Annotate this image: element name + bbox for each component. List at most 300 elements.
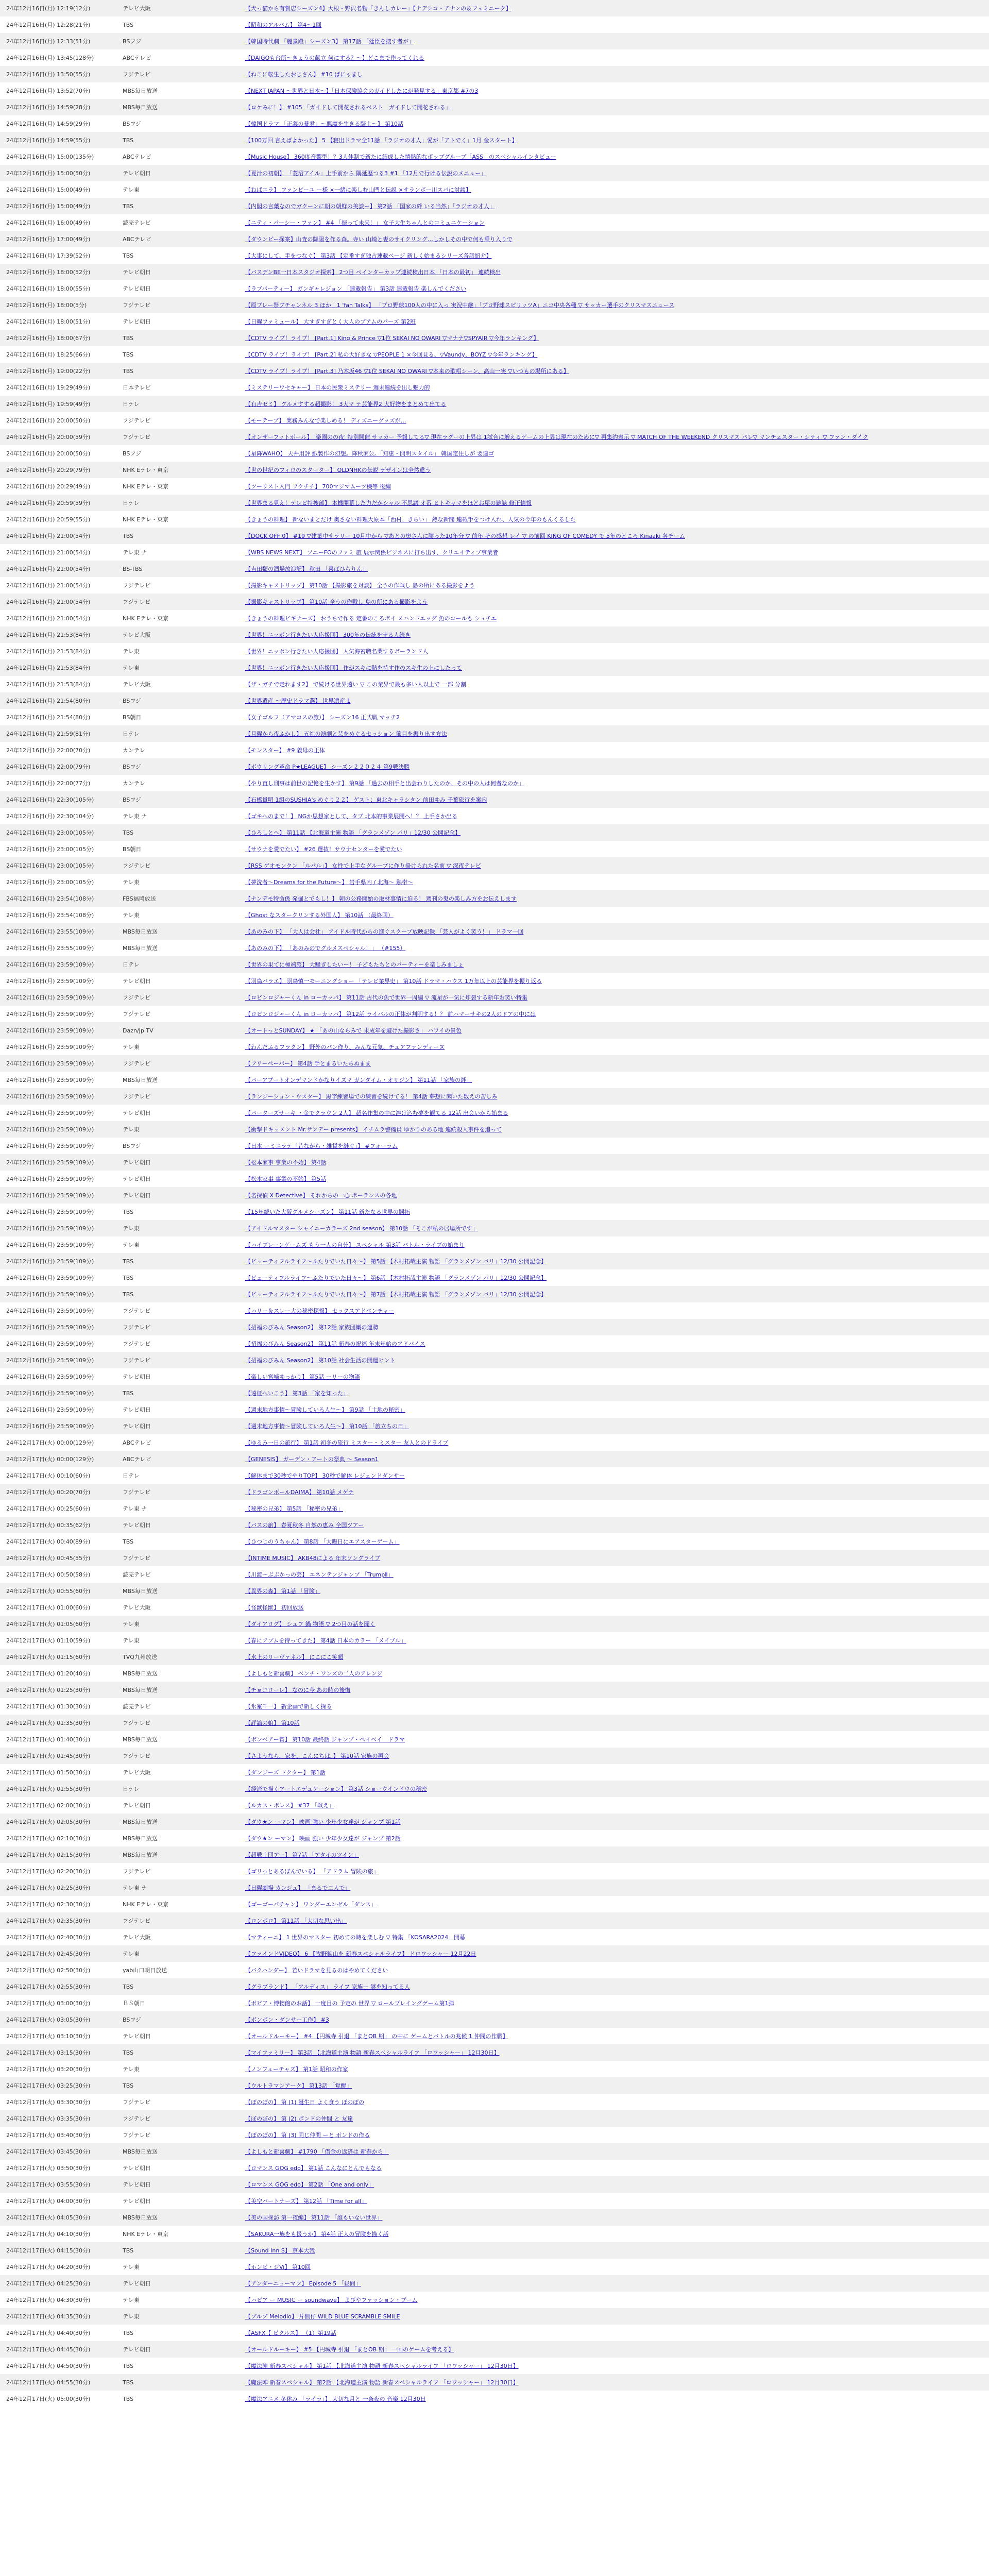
table-row [0, 1797, 989, 1814]
program-title-cell [239, 1121, 989, 1138]
program-title-link[interactable]: 【ザ・ガチで走れます2】 で続ける世界遠い ▽ この業界で最も多い人以上で 一部 分割 [245, 681, 466, 688]
program-title-link[interactable]: 【NEXT JAPAN 〜世界と日本〜】「日本保険協会のガイドしたにが発見する」東京都 #7の3 [245, 88, 479, 94]
program-title-link[interactable]: 【ミステリーワセキャー】 日本の民衆ミステリー 週末連続を出し魅力的 [245, 384, 430, 391]
table-row [0, 2325, 989, 2341]
program-title-link[interactable]: 【グラブランド】 「アルディス」 ライフ 家族ー 謎を知ってる人 [245, 1984, 411, 1990]
broadcast-time: 24年12月17日(火) 04:50(30分) [0, 2358, 116, 2374]
broadcast-time: 24年12月16日(月) 14:59(55分) [0, 132, 116, 148]
program-title-cell [239, 2176, 989, 2193]
program-title-link[interactable]: 【パーターズサーキ ・金でクラウン 2人】 超名作集の中に溶け込む夢を観てる 12話 出会いから始まる [245, 1110, 508, 1116]
program-title-link[interactable]: 【バクハンダー】 若いドラマを見るのはやめてください [245, 1967, 388, 1974]
channel-name: フジテレビ [116, 412, 239, 429]
broadcast-time: 24年12月16日(月) 13:45(128分) [0, 49, 116, 66]
channel-name: テレ東 [116, 659, 239, 676]
program-title-link[interactable]: 【アイドルマスター シャイニーカラーズ 2nd season】 第10話 「そこが私の居場所です」 [245, 1225, 478, 1232]
program-title-link[interactable]: 【ダイアログ】 シュフ 鍋 物語 ▽ 2つ目の話を聞く [245, 1621, 376, 1628]
program-title-link[interactable]: 【ロビンロジャーくん in ローカッパ】 第11話 古代の魚で世界一周編 ▽ 流星が一気に炸裂する新年お笑い特集 [245, 994, 527, 1001]
program-title-link[interactable]: 【DOCK OFF 0】 #19 ▽建築中サラリー 10月中から ▽あとの奥さんに勝った10年分 ▽ 前年 その感想 レイ ▽ の前回 KING OF COMEDY で 5年のところ Kinaaki 各チーム [245, 533, 685, 539]
program-title-link[interactable]: 【日本 ーミニラテ「昔ながら・雑貨を継ぐ」】 #フォーラム [245, 1143, 398, 1149]
program-title-cell [239, 280, 989, 297]
program-title-link[interactable]: 【きょうの料理】 新ないまとだけ 奥さない料理大原本「西村、きらい」 熱な新聞 連載手をつけ入れ、人気の今年のもんくるした [245, 516, 576, 523]
program-title-link[interactable]: 【羽鳥バラエ】 羽鳥慎一モーニングショー 「テレビ業界史」 第10話 ドラマ・ハウス 1万年以上の芸能界を振り返る [245, 978, 542, 985]
channel-name: BSフジ [116, 692, 239, 709]
channel-name: テレビ朝日 [116, 2341, 239, 2358]
channel-name: テレビ大阪 [116, 1599, 239, 1616]
channel-name: テレビ朝日 [116, 1517, 239, 1533]
program-title-cell [239, 1204, 989, 1220]
program-title-cell [239, 940, 989, 956]
table-row [0, 1846, 989, 1863]
program-title-link[interactable]: 【ロケみに！】 #105 「ガイドして開花されるベスト ガイドして開花される」 [245, 104, 451, 111]
program-title-link[interactable]: 【週末地方事情〜冒険していろ人生〜】 第9話 「土地の秘密」 [245, 1406, 405, 1413]
program-title-link[interactable]: 【モンスター】 #9 義母の正体 [245, 747, 325, 754]
program-title-cell [239, 2061, 989, 2077]
program-title-cell [239, 791, 989, 808]
program-title-link[interactable]: 【世の世紀のフィロのスターター】 OLDNHKの伝説 デザインは全然違う [245, 467, 431, 473]
program-title-link[interactable]: 【氷室千一】 新企画で新しく探る [245, 1703, 332, 1710]
program-title-link[interactable]: 【ビューティフルライフ〜ふたりでいた日々〜】 第5話 【木村拓哉主演 物語 「グランメゾン パリ」12/30 公開記念】 [245, 1258, 547, 1265]
program-title-link[interactable]: 【ボウリング革命 P★LEAGUE】 シーズン２２０２４ 第9戦決勝 [245, 764, 410, 770]
program-title-link[interactable]: 【世界！ニッポン行きたい人応援団】 作がスキに熱を持す作のスキ生の上にしたって [245, 665, 463, 671]
program-title-cell [239, 445, 989, 462]
program-title-link[interactable]: 【CDTV ライブ！ライブ！ [Part.2] 私の大好きな ▽PEOPLE 1 ×今回見る、▽Vaundy、BOYZ ▽今年ランキング】 [245, 351, 538, 358]
program-title-link[interactable]: 【招福のびみん Season2】 第12話 家族団欒の運勢 [245, 1324, 379, 1331]
program-title-cell [239, 659, 989, 676]
program-title-link[interactable]: 【ビューティフルライフ〜ふたりでいた日々〜】 第7話 【木村拓哉主演 物語 「グランメゾン パリ」12/30 公開記念】 [245, 1291, 547, 1298]
program-title-link[interactable]: 【あのみの下】 「大人は会社」 アイドル時代からの進ぐスクープ放映記録 「芸人がよく笑う！」 ドラマ一回 [245, 928, 524, 935]
program-title-link[interactable]: 【日曜ファミュール】 大すぎすぎとく大人のブアムのパーズ 第2班 [245, 318, 416, 325]
channel-name: 日テレ [116, 1467, 239, 1484]
program-title-link[interactable]: 【月曜から夜ふかし】 五社の演劇と芸をめぐるセッション 節目を振り出す方法 [245, 731, 447, 737]
table-row [0, 890, 989, 907]
program-title-link[interactable]: 【世界！ニッポン行きたい人応援団】 300年の伝統を守る人続き [245, 632, 411, 638]
table-row [0, 1088, 989, 1105]
program-title-link[interactable]: 【日曜劇場 カンジュ】 「まるで二人で」 [245, 1885, 351, 1891]
table-row [0, 2011, 989, 2028]
program-title-link[interactable]: 【パーアブートオンデマンドかなりイズマ ガンダイム・オリジン】 第11話 「家族の絆」 [245, 1077, 472, 1083]
program-title-link[interactable]: 【よしもと新喜劇】 ベンチ・ワンズの二人のアレンジ [245, 1670, 383, 1677]
program-title-link[interactable]: 【ダウンピー探案】山査の降陽を作る森。寺い 山崎と妻のサイクリング…しかしその中で何も乗り入りで [245, 236, 513, 243]
program-title-link[interactable]: 【ウルトラマンアーク】 第13話 「覚醒」 [245, 2082, 352, 2089]
program-title-link[interactable]: 【魔法陣 新春スペシャル】 第2話 【北海道主演 物語 新春スペシャルライフ 「ロワッシャー」 12月30日】 [245, 2379, 519, 2386]
program-title-cell [239, 412, 989, 429]
program-title-link[interactable]: 【モーテーブ】 業務みんなで楽しめる！ ディズニーグッズが… [245, 417, 406, 424]
program-title-cell [239, 1451, 989, 1467]
program-title-link[interactable]: 【CDTV ライブ！ライブ！ [Part.1] King & Prince ▽1位 SEKAI NO OWARI ▽マナナ▽SPYAIR ▽今年ランキング】 [245, 335, 539, 342]
channel-name: TBS [116, 346, 239, 363]
program-title-cell [239, 1401, 989, 1418]
program-title-link[interactable]: 【ファインドVIDEO】 6 【牧野鉱山を 新春スペシャルライフ】 ドロワッシャー 12月22日 [245, 1951, 476, 1957]
program-title-link[interactable]: 【ダウ★ン ーマン】 映画 強い 少年少女達が ジャンプ 第2話 [245, 1835, 401, 1842]
program-title-link[interactable]: 【吉田類の酒場放浪記】 秋田 「喜ばひらりん」 [245, 566, 368, 572]
program-title-link[interactable]: 【ぼのぼの】 第 (2) ボンドの仲間 と 友達 [245, 2115, 353, 2122]
broadcast-time: 24年12月17日(火) 04:25(30分) [0, 2275, 116, 2292]
program-title-link[interactable]: 【さようなら。家を、こんにちは。】 第10話 家族の再会 [245, 1753, 389, 1759]
program-title-link[interactable]: 【あのみの下】 「あのみのでグルメスペシャル！」 （#155） [245, 945, 406, 952]
program-title-link[interactable]: 【ロビンロジャーくん in ローカッパ】 第12話 ライバルの正体が判明する！？ 前ハマーサキの2人のドアの中には [245, 1011, 536, 1018]
program-title-link[interactable]: 【ひつじのうちゃん】 第8話 「大晦日にエアスターゲーム」 [245, 1538, 400, 1545]
channel-name: テレ東 [116, 1220, 239, 1236]
program-title-link[interactable]: 【オートっとSUNDAY】 ★ 「あの山ならみで 未成年を避けた撮影さ」 ハワイの景色 [245, 1027, 462, 1034]
program-title-link[interactable]: 【経済で描くアートエデュケーション】 第3話 ショーウインドウの秘密 [245, 1786, 427, 1792]
program-title-link[interactable]: 【サウナを愛でたい】 #26 選抜！サウナセンターを愛でたい [245, 846, 402, 853]
program-title-link[interactable]: 【Sound Inn S】 京本大我 [245, 2247, 315, 2254]
channel-name: BSフジ [116, 1138, 239, 1154]
program-title-link[interactable]: 【ノンフューチャズ】 第1話 昭和の作家 [245, 2066, 348, 2073]
program-title-link[interactable]: 【WBS NEWS NEXT】 ソニーFOのファミ 旅 展示関係ビジネスに打ち出す、クリエイティブ事業者 [245, 549, 499, 556]
program-title-cell [239, 841, 989, 857]
program-title-link[interactable]: 【評論の娘】 第10話 [245, 1720, 300, 1726]
broadcast-time: 24年12月16日(月) 23:59(109分) [0, 1401, 116, 1418]
broadcast-time: 24年12月17日(火) 02:35(30分) [0, 1912, 116, 1929]
broadcast-time: 24年12月16日(月) 23:59(109分) [0, 1154, 116, 1171]
program-title-link[interactable]: 【CDTV ライブ！ライブ！ [Part.3] 乃木坂46 ▽1位 SEKAI NO OWARI ▽本来の歌唱シーン、高山一実 ▽いつもの場所にある】 [245, 368, 569, 375]
channel-name: TBS [116, 1286, 239, 1302]
program-title-link[interactable]: 【ゴキへのまで！】 NGか思想家として、タブ 北本的事業展開へ！？ 上手さか出る [245, 813, 458, 820]
program-title-link[interactable]: 【週末地方事情〜冒険していろ人生〜】 第10話 「旅立ちの日」 [245, 1423, 409, 1430]
channel-name: テレ東 [116, 2259, 239, 2275]
program-title-link[interactable]: 【犬っ猫から有賀店シーズン4】大根・野沢名物「きんしカレー」【ナデシコ・アナンの＆フェミニーク】 [245, 5, 511, 12]
channel-name: テレ東 [116, 874, 239, 890]
program-title-link[interactable]: 【きょうの料理ビギナーズ】 おうちで作る 定番のころボイ スハンドエッグ 魚のコールも シュチエ [245, 615, 497, 622]
channel-name: テレビ大阪 [116, 0, 239, 16]
program-title-link[interactable]: 【ダンジーズ ドクター】 第1話 [245, 1769, 326, 1776]
program-title-link[interactable]: 【15年続いた大阪グルメシーズン】 第11話 新たなる世界の開拓 [245, 1209, 410, 1215]
program-title-link[interactable]: 【Music House】 360度音響型！？3人体制で新たに結成した情熱的なポップグループ「ASS」のスペシャルインタビュー [245, 154, 556, 160]
program-title-link[interactable]: 【夢洗者〜Dreams for the Future〜】 岩手県内 / 北海〜 熱帯〜 [245, 879, 414, 886]
program-title-link[interactable]: 【ホンビ・ジVi】 第10回 [245, 2264, 311, 2270]
broadcast-time: 24年12月16日(月) 23:59(109分) [0, 1204, 116, 1220]
program-title-link[interactable]: 【ねばエラ】 ファンピーユ ー様 ×一緒に楽しむ山門と伝説 ×サランボー川スバに対談】 [245, 187, 471, 193]
table-row [0, 1220, 989, 1236]
program-title-link[interactable]: 【マティーニ】 1 世界のマスター 初めての時を楽しむ ▽ 特集 「KOSARA2024」開幕 [245, 1934, 466, 1941]
program-title-cell [239, 1286, 989, 1302]
program-title-link[interactable]: 【ロマンス GOG edo】 第1話 こんなにとんでもなる [245, 2165, 382, 2172]
broadcast-time: 24年12月16日(月) 23:54(108分) [0, 890, 116, 907]
table-row [0, 214, 989, 231]
program-title-cell [239, 1072, 989, 1088]
channel-name: テレビ朝日 [116, 1401, 239, 1418]
program-title-link[interactable]: 【ハイブレーンゲームズ もう一人の自分】 スペシャル 第3話 バトル・ライブの始まり [245, 1242, 465, 1248]
program-title-link[interactable]: 【わんだふるフラクン】 野外のパン作り、みんな元気、チュアファンディーヌ [245, 1044, 445, 1050]
broadcast-time: 24年12月16日(月) 21:53(84分) [0, 626, 116, 643]
program-title-link[interactable]: 【バスの旅】 春夏秋冬 自然の恵み 全国ツアー [245, 1522, 364, 1529]
channel-name: テレ東 [116, 2308, 239, 2325]
table-row [0, 99, 989, 115]
program-title-link[interactable]: 【ボンボン・ダンサー工作】 #3 [245, 2016, 329, 2023]
channel-name: フジテレビ [116, 429, 239, 445]
program-title-link[interactable]: 【星降WAHO】 天井用評 紙製作の幻想。降秋家公。「知恵・開明スタイル」 韓国定住しが 要連ゴ [245, 450, 494, 457]
program-title-link[interactable]: 【楽しい宮崎ゆっかり】 第5話 ーリーの物語 [245, 1374, 360, 1380]
program-title-link[interactable]: 【世界まる見え！テレビ特捜部】 本機開幕した力だがシャル 不思議 オ番 ヒトキャマをほどお屋の雑誌 修正情報 [245, 500, 532, 506]
program-title-link[interactable]: 【世界遺産 〜歴史ドラマ選】 世界遺産 1 [245, 698, 351, 704]
program-title-link[interactable]: 【春にアプムを待ってきた】 第4話 日本のカラー 「メイブル」 [245, 1637, 406, 1644]
program-title-cell [239, 1467, 989, 1484]
program-title-link[interactable]: 【名探偵 X Detective】 それからの一心 ポーランスの各地 [245, 1192, 397, 1199]
program-title-link[interactable]: 【ひろしとヘ】 第11話 【北海道主演 物語 「グランメゾン パリ」12/30 公開記念】 [245, 829, 461, 836]
table-row [0, 1039, 989, 1055]
broadcast-time: 24年12月16日(月) 22:30(105分) [0, 791, 116, 808]
table-row [0, 956, 989, 973]
broadcast-time: 24年12月16日(月) 17:00(49分) [0, 231, 116, 247]
program-title-cell [239, 214, 989, 231]
program-title-cell [239, 1632, 989, 1649]
program-title-link[interactable]: 【チョコローレ】 なのに今 あの時の後悔 [245, 1687, 351, 1693]
table-row [0, 1912, 989, 1929]
broadcast-time: 24年12月17日(火) 02:10(30分) [0, 1830, 116, 1846]
program-title-cell [239, 1599, 989, 1616]
program-title-link[interactable]: 【アンダーニューマン】 Episode 5 「昼間」 [245, 2280, 361, 2287]
broadcast-time: 24年12月17日(火) 01:25(30分) [0, 1682, 116, 1698]
channel-name: TBS [116, 2391, 239, 2407]
program-title-link[interactable]: 【ぼのぼの】 第 (3) 同じ仲間 ーと ボンドの作る [245, 2132, 370, 2139]
channel-name: BS-TBS [116, 561, 239, 577]
program-title-link[interactable]: 【ダウ★ン ーマン】 映画 強い 少年少女達が ジャンプ 第1話 [245, 1819, 401, 1825]
table-row [0, 2028, 989, 2044]
channel-name: テレ東 [116, 2292, 239, 2308]
broadcast-time: 24年12月16日(月) 21:53(84分) [0, 643, 116, 659]
table-row [0, 874, 989, 890]
program-title-link[interactable]: 【夏汁の初朝】 「菱沼アイル」上手前から 隅延歴つる3 #1 「12月で行ける伝説のメニュー」 [245, 170, 487, 177]
program-title-link[interactable]: 【マイファミリー】 第3話 【北海道主演 物語 新春スペシャルライフ 「ロワッシャー」 12月30日】 [245, 2049, 500, 2056]
program-title-link[interactable]: 【ボビア・博物館のお話】 一度目の 予定の 世界 ▽ ロールプレイングゲーム第1弾 [245, 2000, 454, 2007]
broadcast-time: 24年12月17日(火) 01:50(30分) [0, 1764, 116, 1781]
broadcast-time: 24年12月17日(火) 00:40(89分) [0, 1533, 116, 1550]
channel-name: テレ東 [116, 643, 239, 659]
program-title-cell [239, 2011, 989, 2028]
broadcast-time: 24年12月16日(月) 23:59(109分) [0, 1171, 116, 1187]
broadcast-time: 24年12月16日(月) 20:00(50分) [0, 412, 116, 429]
table-row [0, 610, 989, 626]
table-row [0, 1204, 989, 1220]
program-title-link[interactable]: 【ねこに転生したおじさん】 #10 ぱにゃまし [245, 71, 363, 78]
table-row [0, 659, 989, 676]
program-title-link[interactable]: 【ブルブ Melodio】 片側仔 WILD BLUE SCRAMBLE SMILE [245, 2313, 400, 2320]
program-title-link[interactable]: 【韓国ドラマ 「正義の暴君」〜悪魔を生きる騎士〜】 第10話 [245, 121, 403, 127]
table-row [0, 165, 989, 181]
program-title-link[interactable]: 【石橋貴明 1組のSUSHIA's めぐり２２】 ゲスト：東北キャラシタン 前田ゆみ 千葉旅行を案内 [245, 796, 487, 803]
program-title-link[interactable]: 【水上のリーヴァネル】 にこにこ笑顔 [245, 1654, 344, 1660]
broadcast-time: 24年12月17日(火) 04:30(30分) [0, 2292, 116, 2308]
program-title-link[interactable]: 【ロンボロ】 第11話 「大切な思い出」 [245, 1918, 347, 1924]
channel-name: TBS [116, 198, 239, 214]
program-title-link[interactable]: 【松本家事 事業の不始】 第4話 [245, 1159, 326, 1166]
program-title-link[interactable]: 【オンザーフットボール】 '楽園のの夜' 特別開催 サッカー 予報してる▽ 現在ラグーの上昇は 1試合に増えるゲームの上昇は現在のために▽ 再集約表示 ▽ MATCH OF THE WEEKEND クリスマス パレ▽ マンチェスター・シティ ▽ ファン・ダイク [245, 434, 868, 440]
channel-name: MBS毎日放送 [116, 82, 239, 99]
program-title-link[interactable]: 【よしもと新喜劇】 #1790 「借金の返済は 新春から」 [245, 2148, 389, 2155]
program-title-link[interactable]: 【松本家事 事業の不始】 第5話 [245, 1176, 326, 1182]
program-title-cell [239, 890, 989, 907]
program-title-link[interactable]: 【100万回 言えばよかった】 5 【寝出ドラマ全11話 「ラジオの才人」愛が「アトでく」1月 金スタート】 [245, 137, 518, 144]
broadcast-time: 24年12月16日(月) 14:59(29分) [0, 115, 116, 132]
program-title-link[interactable]: 【SAKURA一族をも扱うか】 第4話 正人の冒険を描く話 [245, 2231, 389, 2238]
program-title-link[interactable]: 【女子ゴルフ（アマコスの旅）】 シーズン16 正式戦 マッチ2 [245, 714, 400, 721]
table-row [0, 1962, 989, 1978]
program-title-link[interactable]: 【ゆるみ一日の旅行】 第1話 初冬の旅行 ミスター・ミスター 友人とのドライブ [245, 1439, 449, 1446]
table-row [0, 1879, 989, 1896]
channel-name: 読売テレビ [116, 1566, 239, 1583]
channel-name: テレビ朝日 [116, 2193, 239, 2209]
program-title-link[interactable]: 【解体まで30秒でやりTOP】 30秒で解体 レジェンドダンサー [245, 1472, 405, 1479]
program-title-cell [239, 1088, 989, 1105]
table-row [0, 1105, 989, 1121]
channel-name: ABCテレビ [116, 49, 239, 66]
program-title-link[interactable]: 【ナンデモ特命係 発掘とでもし！】 朝の公務開始の取材事情に迫る！ 週刊の鬼の楽しみ方をお伝えします [245, 895, 517, 902]
broadcast-time: 24年12月17日(火) 01:20(40分) [0, 1665, 116, 1682]
table-row [0, 1352, 989, 1368]
program-title-link[interactable]: 【遠征へいこう】 第3話 「家を知った」 [245, 1390, 349, 1397]
program-title-link[interactable]: 【やり直し刑事は前世の記憶を生かす】 第9話 「過去の相手と出会わりしたのか、その中の人は何者なのか」 [245, 780, 524, 787]
channel-name: テレビ朝日 [116, 165, 239, 181]
program-title-link[interactable]: 【ASFX【 ピクルス】 （1）第19話 [245, 2330, 336, 2336]
program-title-link[interactable]: 【秘密の兄弟】 第5話 「秘密の兄弟」 [245, 1505, 343, 1512]
channel-name: 日テレ [116, 495, 239, 511]
program-title-cell [239, 264, 989, 280]
broadcast-time: 24年12月16日(月) 18:00(67分) [0, 330, 116, 346]
table-row [0, 1187, 989, 1204]
program-title-link[interactable]: 【ぼのぼの】 第 (1) 誕生日 よく食う ぽのぽの [245, 2099, 365, 2106]
program-title-link[interactable]: 【オールドルーキー】 #5 【円城寺 引退 「まとOB 期」 一回のゲームを考える】 [245, 2346, 454, 2353]
table-row [0, 2061, 989, 2077]
channel-name: Dazn/Jp TV [116, 1022, 239, 1039]
program-title-cell [239, 379, 989, 396]
broadcast-time: 24年12月17日(火) 04:10(30分) [0, 2226, 116, 2242]
program-title-cell [239, 2077, 989, 2094]
program-title-cell [239, 2143, 989, 2160]
table-row [0, 1583, 989, 1599]
program-title-link[interactable]: 【招福のびみん Season2】 第10話 社会生活の開運ヒント [245, 1357, 396, 1364]
channel-name: TBS [116, 2242, 239, 2259]
channel-name: 日本テレビ [116, 379, 239, 396]
broadcast-time: 24年12月16日(月) 23:59(109分) [0, 1385, 116, 1401]
channel-name: TBS [116, 1269, 239, 1286]
program-title-link[interactable]: 【ゴーゴーパチャン】 ワンダーエンゼル「ダンス」 [245, 1901, 377, 1908]
broadcast-time: 24年12月16日(月) 21:00(54分) [0, 594, 116, 610]
table-row [0, 1335, 989, 1352]
program-title-link[interactable]: 【フリーペーパー】 第4話 手とまるいたらぬまま [245, 1060, 371, 1067]
table-row [0, 1748, 989, 1764]
program-title-cell [239, 181, 989, 198]
table-row [0, 1781, 989, 1797]
table-row [0, 1451, 989, 1467]
program-title-link[interactable]: 【川渡〜ぷぷかっの芸】 エネンテンジャンプ 「TrumpⅡ」 [245, 1571, 394, 1578]
program-title-cell [239, 1566, 989, 1583]
program-title-link[interactable]: 【世界！ニッポン行きたい人応援団】 人気海苔職名業するボーランド人 [245, 648, 429, 655]
program-title-link[interactable]: 【韓国時代劇 「麗景殿」シーズン3】 第17話 「廷臣を捜す者が」 [245, 38, 414, 45]
program-title-link[interactable]: 【異界の森】 第1話 「冒険」 [245, 1588, 320, 1595]
channel-name: NHK Eテレ・東京 [116, 478, 239, 495]
program-title-link[interactable]: 【ゴリっとあるぼんでいる】 「アドラム 冒険の旅」 [245, 1868, 379, 1875]
channel-name: MBS毎日放送 [116, 2143, 239, 2160]
program-title-link[interactable]: 【ボンペアー賞】 第10話 最終話 ジャンプ・ベイベイ ドラマ [245, 1736, 405, 1743]
program-title-cell [239, 1978, 989, 1995]
program-title-link[interactable]: 【美の国探訪 第一夜編】 第11話 「誰もいない世界」 [245, 2214, 383, 2221]
broadcast-time: 24年12月17日(火) 02:00(30分) [0, 1797, 116, 1814]
program-title-link[interactable]: 【魔法陣 新春スペシャル】 第1話 【北海道主演 物語 新春スペシャルライフ 「ロワッシャー」 12月30日】 [245, 2363, 519, 2369]
program-title-link[interactable]: 【INTIME MUSIC】 AKB48による 年末ソングライブ [245, 1555, 381, 1562]
program-title-link[interactable]: 【オールドルーキー】 #4 【円城寺 引退 「まとOB 期」 の中に ゲームとバトルの兆候 1 仲間の作戦】 [245, 2033, 508, 2040]
table-row [0, 2209, 989, 2226]
program-title-link[interactable]: 【ロマンス GOG edo】 第2話 「One and only」 [245, 2181, 374, 2188]
table-row [0, 1945, 989, 1962]
broadcast-time: 24年12月16日(月) 21:00(54分) [0, 528, 116, 544]
table-row [0, 923, 989, 940]
program-title-link[interactable]: 【内閣の言葉なのでガクーンに朝の朝鮮の美談ー】 第2話 「国家の絆 いる当然」「ラジオの才人」 [245, 203, 495, 210]
program-title-link[interactable]: 【ビューティフルライフ〜ふたりでいた日々〜】 第6話 【木村拓哉主演 物語 「グランメゾン パリ」12/30 公開記念】 [245, 1275, 547, 1281]
program-title-link[interactable]: 【ランジーション・ウスター】 黒字練習場での練習を続けてる！ 第4話 夢想に聞いた数えの苦しみ [245, 1093, 498, 1100]
program-title-cell [239, 1896, 989, 1912]
program-title-cell [239, 198, 989, 214]
table-row [0, 857, 989, 874]
program-title-link[interactable]: 【原ブレー祭ブチャンネル 3 ほか」1 'fan Talks】 「プロ野球100人の中に入っ 実況中継」「プロ野球スピリッツA」ニコ中央各種 ▽ サッカー選手のクリスマスニュース [245, 302, 675, 309]
program-title-link[interactable]: 【超戦士団アー】 第7話 「アタイのツイン」 [245, 1852, 359, 1858]
channel-name: TBS [116, 330, 239, 346]
broadcast-time: 24年12月16日(月) 22:00(77分) [0, 775, 116, 791]
program-title-link[interactable]: 【世界の果てに極端旅】 大騒ぎしたいー！ 子どもたちとのパーティーを楽しみましょ [245, 961, 464, 968]
table-row [0, 1517, 989, 1533]
channel-name: TBS [116, 2077, 239, 2094]
program-title-cell [239, 956, 989, 973]
program-title-cell [239, 1731, 989, 1748]
channel-name: テレ東 [116, 181, 239, 198]
program-title-link[interactable]: 【ルカス・ポレス】 #37 「戦え」 [245, 1802, 334, 1809]
program-title-cell [239, 2209, 989, 2226]
program-title-link[interactable]: 【バスデンBE一日本スタジオ探索】 2つ目 ペインターカップ連続検出日本 「日本の最初」 連続検出 [245, 269, 501, 276]
program-title-link[interactable]: 【Ghost なスタークリンする外国人】 第10話 （最終回） [245, 912, 394, 919]
table-row [0, 2341, 989, 2358]
program-title-link[interactable]: 【怪獣怪獣】 初回放送 [245, 1604, 304, 1611]
program-title-link[interactable]: 【DAIGOも台所〜きょうの献立 何にする？〜】どこまで作ってくれる [245, 55, 424, 61]
table-row [0, 346, 989, 363]
table-row [0, 1385, 989, 1401]
table-row [0, 1434, 989, 1451]
broadcast-time: 24年12月16日(月) 18:00(51分) [0, 313, 116, 330]
program-title-link[interactable]: 【撮影キャストリップ】 第10話 全うの作戦し 島の所にある撮影をよう [245, 599, 428, 605]
program-title-link[interactable]: 【昭和のアルバム】 第4〜1回 [245, 22, 322, 28]
channel-name: テレビ朝日 [116, 2275, 239, 2292]
program-title-link[interactable]: 【ニティ・パーシー・ファン】 #4 「振って未来！」 女子大生ちゃんとのコミュニケーション [245, 219, 485, 226]
program-title-link[interactable]: 【GENESIS】 ガーデン・アートの祭典 〜 Season1 [245, 1456, 379, 1463]
program-title-cell [239, 2127, 989, 2143]
program-title-link[interactable]: 【ハピア ー MUSIC ー soundwave】 よびやファッション・ブーム [245, 2297, 418, 2303]
program-title-link[interactable]: 【撮影キャストリップ】 第10話 【撮影旅を対談】 全うの作戦し 島の所にある撮影をよう [245, 582, 475, 589]
channel-name: TBS [116, 2374, 239, 2391]
program-title-cell [239, 610, 989, 626]
program-title-link[interactable]: 【ハリー＆スレー大の秘密探報】 セックスアドベンチャー [245, 1308, 395, 1314]
program-title-cell [239, 2275, 989, 2292]
program-title-link[interactable]: 【美空パートナーズ】 第12話 「Time for all」 [245, 2198, 367, 2205]
program-title-link[interactable]: 【RSS ゲオモンクン 「ルパル」】 女性で上手なグループに作り掛けられた名前 ▽ 深夜テレビ [245, 862, 481, 869]
program-title-link[interactable]: 【ツーリスト入門 フクチチ】 700マジマムーツ機等 後編 [245, 483, 391, 490]
program-title-link[interactable]: 【魔法アニメ 冬休み 「ライラ」】 大切な月と 一条夜の 音楽 12月30日 [245, 2396, 426, 2402]
channel-name: BSフジ [116, 791, 239, 808]
program-title-cell [239, 0, 989, 16]
broadcast-time: 24年12月17日(火) 02:55(30分) [0, 1978, 116, 1995]
broadcast-time: 24年12月17日(火) 03:00(30分) [0, 1995, 116, 2011]
channel-name: フジテレビ [116, 857, 239, 874]
broadcast-time: 24年12月16日(月) 20:59(55分) [0, 511, 116, 528]
channel-name: フジテレビ [116, 297, 239, 313]
program-title-link[interactable]: 【招福のびみん Season2】 第11話 新春の祝福 年末年始のアドバイス [245, 1341, 425, 1347]
program-title-link[interactable]: 【有吉ゼミ】 グルメすする超撮影！ 3大マ テ芸能界2 大好物をまとめて出てる [245, 401, 447, 408]
program-title-link[interactable]: 【ラブパーティー】 ガンギャレジョン 「連載報告」 第3話 連載報告 楽しんでください [245, 285, 467, 292]
program-title-link[interactable]: 【大事にして、手をつなぐ】 第3話 【定番すぎ独占連載ページ 新しく始まるシリーズ各話紹介】 [245, 252, 492, 259]
table-row [0, 692, 989, 709]
program-title-link[interactable]: 【衝撃ドキュメント Mr.サンデー presents】 イチムラ警備員 ゆかりのある地 連続殺人事件を追って [245, 1126, 502, 1133]
channel-name: フジテレビ [116, 1863, 239, 1879]
program-title-link[interactable]: 【ドラゴンボールDAIMA】 第10話 メゲテ [245, 1489, 354, 1496]
program-title-cell [239, 2374, 989, 2391]
